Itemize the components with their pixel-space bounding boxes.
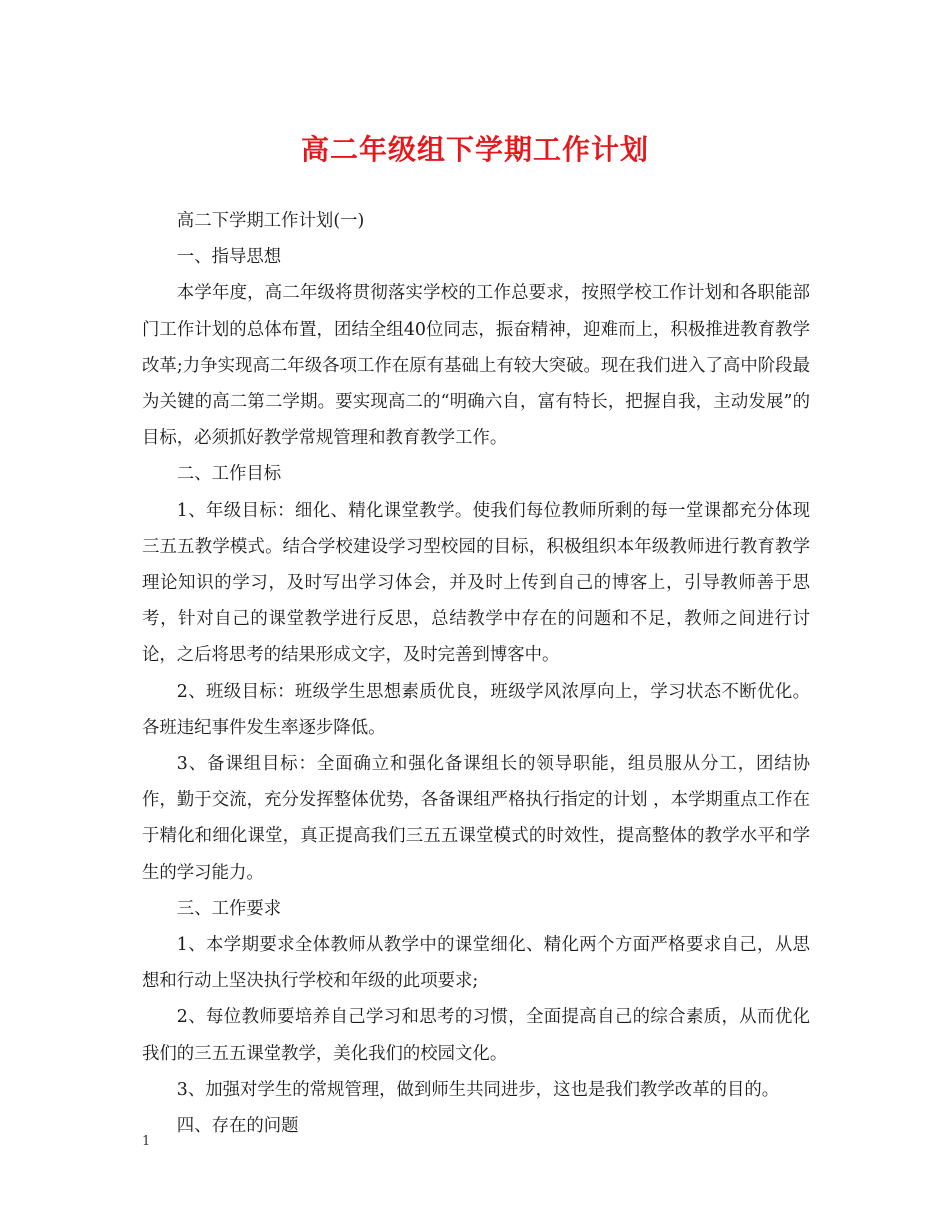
paragraph: 2、每位教师要培养自己学习和思考的习惯，全面提高自己的综合素质，从而优化我们的三五五课堂教学，美化我们的校园文化。 [142,1007,810,1064]
paragraph: 1、年级目标：细化、精化课堂教学。使我们每位教师所剩的每一堂课都充分体现三五五教学模式。结合学校建设学习型校园的目标，积极组织本年级教师进行教育教学理论知识的学习，及时写出学习体会，并及时上传到自己的博客上，引导教师善于思考，针对自己的课堂教学进行反思，总结教学中存在的问题和不足，教师之间进行讨论，之后将思考的结果形成文字，及时完善到博客中。 [142,500,810,666]
subtitle: 高二下学期工作计划(一) [176,211,365,231]
paragraph: 本学年度，高二年级将贯彻落实学校的工作总要求，按照学校工作计划和各职能部门工作计划的总体布置，团结全组40位同志，振奋精神，迎难而上，积极推进教育教学改革;力争实现高二年级各项工作在原有基础上有较大突破。现在我们进入了高中阶段最为关键的高二第二学期。要实现高二的“明确六自，富有特长，把握自我，主动发展”的目标，必须抓好教学常规管理和教育教学工作。 [142,283,810,449]
section-heading: 二、工作目标 [176,464,282,485]
section-heading: 四、存在的问题 [176,1116,299,1137]
page-number: 1 [142,1134,151,1149]
document-body [142,203,810,1144]
section-heading: 一、指导思想 [176,247,282,268]
document-title: 高二年级组下学期工作计划 [300,133,649,166]
paragraph: 3、备课组目标：全面确立和强化备课组长的领导职能，组员服从分工，团结协作，勤于交流，充分发挥整体优势，各备课组严格执行指定的计划 ，本学期重点工作在于精化和细化课堂，真正提高我们三五五课堂模式的时效性，提高整体的教学水平和学生的学习能力。 [142,754,810,883]
paragraph: 2、班级目标：班级学生思想素质优良，班级学风浓厚向上，学习状态不断优化。各班违纪事件发生率逐步降低。 [142,681,810,738]
section-heading: 三、工作要求 [176,898,282,919]
paragraph: 1、本学期要求全体教师从教学中的课堂细化、精化两个方面严格要求自己，从思想和行动上坚决执行学校和年级的此项要求; [142,935,810,992]
paragraph: 3、加强对学生的常规管理，做到师生共同进步，这也是我们教学改革的目的。 [176,1079,780,1100]
